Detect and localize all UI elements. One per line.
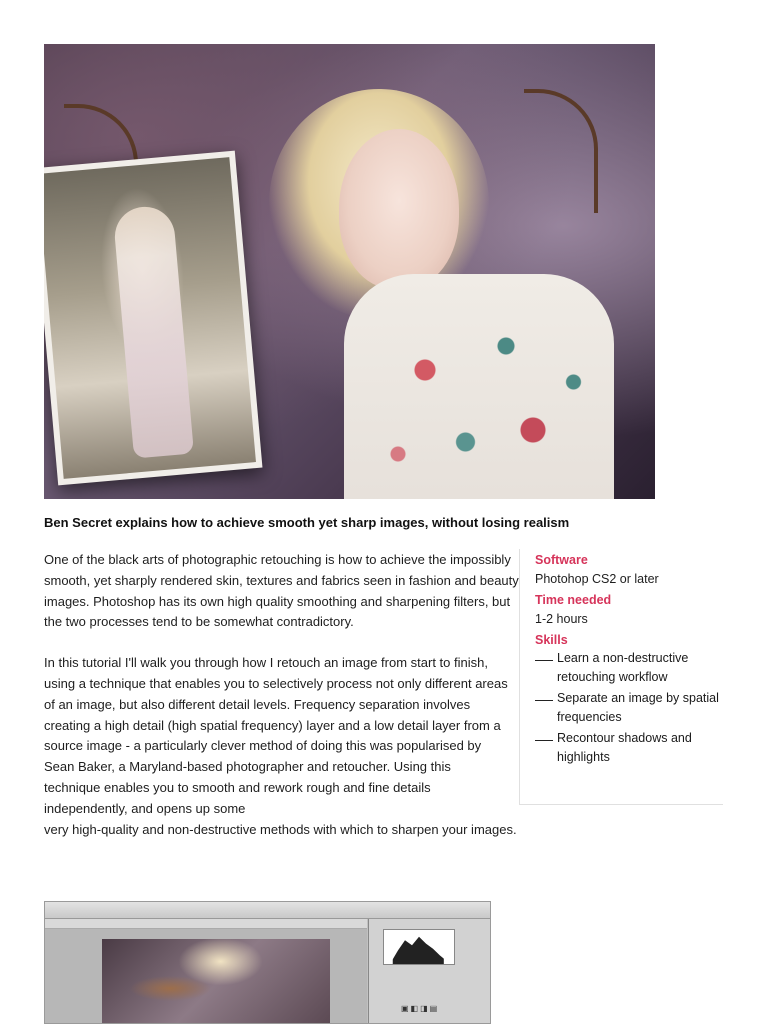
time-label: Time needed [535, 593, 612, 607]
ps-panels [368, 919, 491, 1024]
image-caption: Ben Secret explains how to achieve smooth yet sharp images, without losing realism [44, 515, 570, 530]
ps-canvas-image [102, 939, 330, 1024]
adjustment-icons: ▣◧◨▤ [401, 1004, 440, 1013]
histogram-panel [383, 929, 455, 965]
skills-list [535, 649, 723, 767]
skill-item: Separate an image by spatial frequencies [535, 689, 723, 727]
ps-options-bar [45, 902, 490, 919]
paragraph [44, 653, 517, 840]
software-label: Software [535, 553, 588, 567]
time-value: 1-2 hours [535, 612, 588, 626]
paragraph-text: In this tutorial I'll walk you through how I retouch an image from start to finish, using a technique that enables you to selectively process not only different areas of an image, but also different detail levels. Frequency separation involves creating a high detail (high spatial frequency) layer and a low detail layer from a source image - a particularly clever method of doing this was popularised by Sean Baker, a Maryland-based photographer and retoucher. Using this technique enables you to smooth and rework rough and fine details independently, and opens up some [44, 655, 508, 816]
info-sidebar [519, 549, 723, 805]
histogram-graph [384, 930, 454, 964]
hero-photo [44, 44, 655, 499]
skill-item: Learn a non-destructive retouching workflow [535, 649, 723, 687]
inset-photo [44, 151, 262, 486]
model-face [339, 129, 459, 289]
paragraph-tail: very high-quality and non-destructive methods with which to sharpen your images. [44, 821, 517, 837]
paragraph: One of the black arts of photographic retouching is how to achieve the impossibly smooth, yet sharply rendered skin, textures and fabrics seen in fashion and beauty images. Photoshop has its own high quality smoothing and sharpening filters, but the two processes tend to be somewhat contradictory. [44, 552, 519, 630]
skill-item: Recontour shadows and highlights [535, 729, 723, 767]
wall-lamp-right [524, 89, 598, 213]
skills-label: Skills [535, 633, 568, 647]
software-value: Photohop CS2 or later [535, 572, 659, 586]
article-body [44, 550, 524, 860]
model-dress [344, 274, 614, 499]
photoshop-screenshot [44, 901, 491, 1024]
